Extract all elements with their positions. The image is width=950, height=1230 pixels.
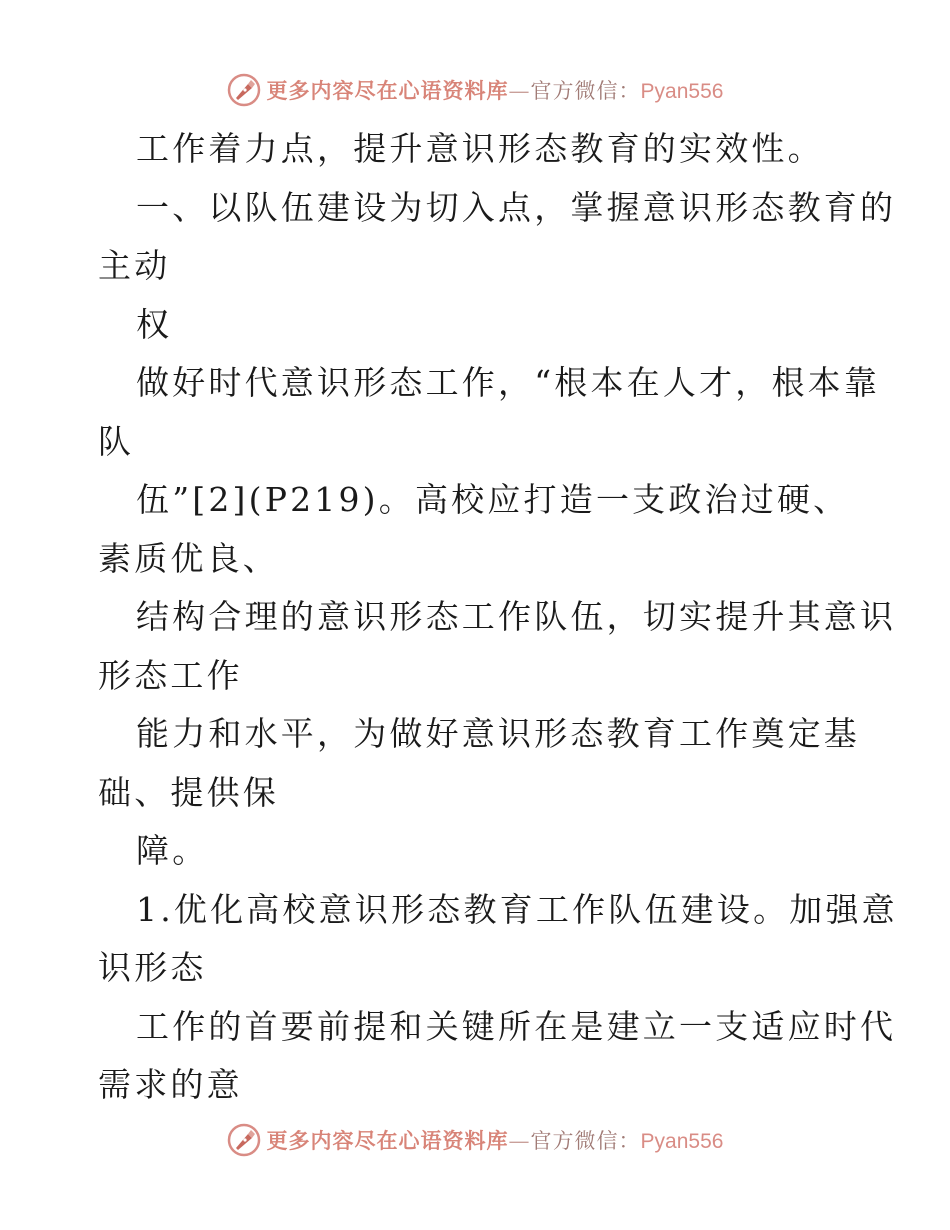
text-line: 一、以队伍建设为切入点，掌握意识形态教育的 bbox=[136, 187, 897, 227]
text-line: 工作的首要前提和关键所在是建立一支适应时代 bbox=[136, 1006, 897, 1046]
text-line: 伍”[2](P219)。高校应打造一支政治过硬、 bbox=[136, 480, 850, 519]
watermark-brand: 更多内容尽在心语资料库 bbox=[266, 1128, 509, 1153]
watermark-wechat-id: Pyan556 bbox=[640, 80, 724, 103]
watermark-label: 官方微信： bbox=[530, 79, 641, 103]
watermark-separator: — bbox=[508, 1129, 531, 1153]
text-line: 队 bbox=[98, 421, 135, 461]
text-line: 素质优良、 bbox=[98, 538, 279, 578]
text-line: 做好时代意识形态工作，“根本在人才，根本靠 bbox=[136, 363, 881, 402]
watermark-text bbox=[267, 1125, 724, 1155]
watermark-text bbox=[267, 75, 724, 105]
text-line: 需求的意 bbox=[98, 1065, 243, 1104]
text-line: 工作着力点，提升意识形态教育的实效性。 bbox=[136, 129, 824, 168]
text-line: 形态工作 bbox=[98, 655, 243, 695]
text-line: 础、提供保 bbox=[98, 772, 279, 812]
text-line: 识形态 bbox=[98, 948, 207, 987]
document-body bbox=[98, 120, 898, 1115]
header-watermark bbox=[0, 70, 950, 110]
text-line: 1.优化高校意识形态教育工作队伍建设。加强意 bbox=[136, 889, 898, 929]
text-line: 障。 bbox=[136, 831, 209, 870]
text-line: 结构合理的意识形态工作队伍，切实提升其意识 bbox=[136, 597, 897, 636]
text-line: 能力和水平，为做好意识形态教育工作奠定基 bbox=[136, 714, 860, 753]
watermark-brand: 更多内容尽在心语资料库 bbox=[266, 78, 509, 103]
fountain-pen-nib-icon bbox=[227, 1123, 261, 1157]
fountain-pen-nib-icon bbox=[227, 73, 261, 107]
footer-watermark bbox=[0, 1120, 950, 1160]
text-line: 主动 bbox=[98, 246, 171, 285]
watermark-label: 官方微信： bbox=[530, 1129, 641, 1153]
text-line: 权 bbox=[136, 304, 173, 344]
watermark-separator: — bbox=[508, 79, 531, 103]
watermark-wechat-id: Pyan556 bbox=[640, 1130, 724, 1153]
